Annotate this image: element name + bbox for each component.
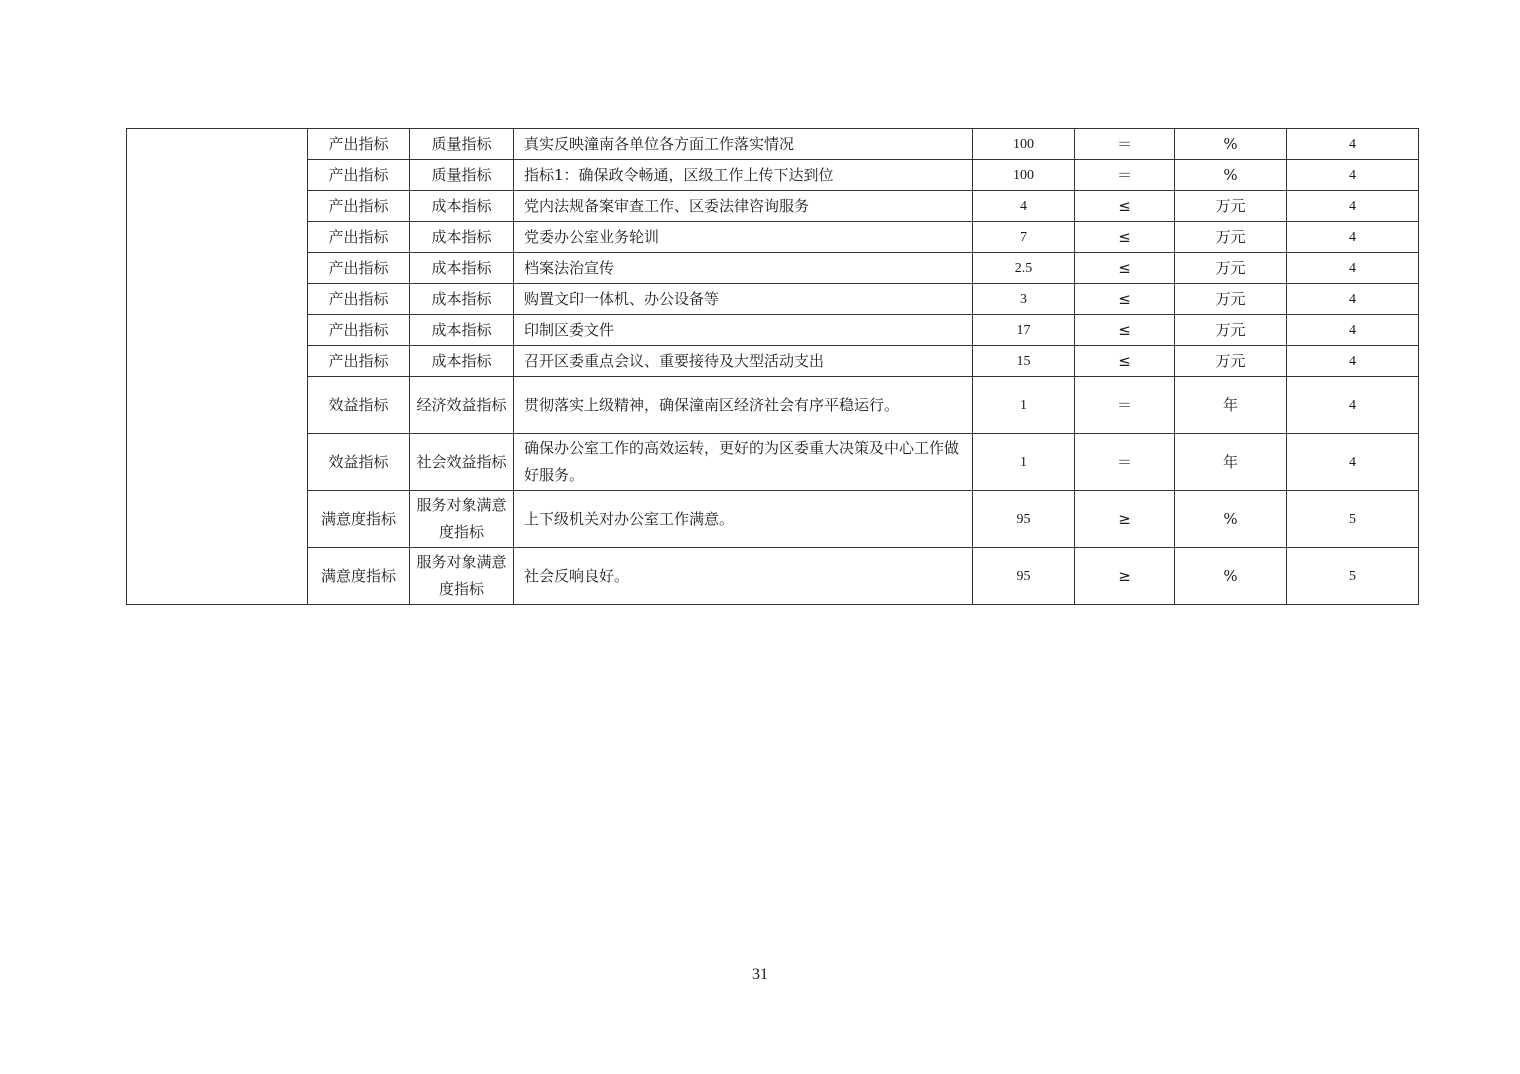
operator-cell: ＝ (1075, 129, 1175, 160)
level1-indicator-cell: 产出指标 (308, 191, 410, 222)
score-cell: 4 (1287, 346, 1419, 377)
unit-cell: % (1175, 548, 1287, 605)
table-row (127, 377, 1419, 434)
level2-indicator-cell: 经济效益指标 (410, 377, 514, 434)
operator-cell: ≥ (1075, 491, 1175, 548)
score-cell: 4 (1287, 160, 1419, 191)
operator-cell: ≤ (1075, 315, 1175, 346)
operator-cell: ≤ (1075, 222, 1175, 253)
indicator-description-cell: 党内法规备案审查工作、区委法律咨询服务 (514, 191, 973, 222)
table-row (127, 191, 1419, 222)
target-value-cell: 1 (973, 434, 1075, 491)
indicator-description-cell: 社会反响良好。 (514, 548, 973, 605)
table-row (127, 491, 1419, 548)
score-cell: 5 (1287, 548, 1419, 605)
unit-cell: 万元 (1175, 191, 1287, 222)
score-cell: 5 (1287, 491, 1419, 548)
score-cell: 4 (1287, 129, 1419, 160)
level2-indicator-cell: 服务对象满意度指标 (410, 491, 514, 548)
table-row (127, 253, 1419, 284)
unit-cell: 万元 (1175, 222, 1287, 253)
operator-cell: ＝ (1075, 434, 1175, 491)
operator-cell: ≤ (1075, 346, 1175, 377)
score-cell: 4 (1287, 434, 1419, 491)
operator-cell: ＝ (1075, 160, 1175, 191)
level1-indicator-cell: 产出指标 (308, 253, 410, 284)
score-cell: 4 (1287, 315, 1419, 346)
indicator-description-cell: 上下级机关对办公室工作满意。 (514, 491, 973, 548)
operator-cell: ≤ (1075, 284, 1175, 315)
performance-indicator-table (126, 128, 1419, 605)
operator-cell: ≥ (1075, 548, 1175, 605)
level1-indicator-cell: 满意度指标 (308, 548, 410, 605)
table-row (127, 129, 1419, 160)
indicator-description-cell: 贯彻落实上级精神，确保潼南区经济社会有序平稳运行。 (514, 377, 973, 434)
target-value-cell: 95 (973, 491, 1075, 548)
indicator-description-cell: 印制区委文件 (514, 315, 973, 346)
table-row (127, 346, 1419, 377)
table-row (127, 315, 1419, 346)
table-row (127, 284, 1419, 315)
unit-cell: 万元 (1175, 315, 1287, 346)
level2-indicator-cell: 成本指标 (410, 284, 514, 315)
target-value-cell: 1 (973, 377, 1075, 434)
indicator-description-cell: 真实反映潼南各单位各方面工作落实情况 (514, 129, 973, 160)
level2-indicator-cell: 社会效益指标 (410, 434, 514, 491)
indicator-table-container (126, 128, 1419, 605)
table-row (127, 160, 1419, 191)
score-cell: 4 (1287, 222, 1419, 253)
unit-cell: 万元 (1175, 284, 1287, 315)
target-value-cell: 15 (973, 346, 1075, 377)
page-number: 31 (752, 966, 768, 983)
unit-cell: 年 (1175, 377, 1287, 434)
target-value-cell: 7 (973, 222, 1075, 253)
unit-cell: % (1175, 160, 1287, 191)
level2-indicator-cell: 成本指标 (410, 315, 514, 346)
unit-cell: 万元 (1175, 346, 1287, 377)
indicator-description-cell: 档案法治宣传 (514, 253, 973, 284)
target-value-cell: 95 (973, 548, 1075, 605)
target-value-cell: 100 (973, 160, 1075, 191)
level1-indicator-cell: 满意度指标 (308, 491, 410, 548)
score-cell: 4 (1287, 377, 1419, 434)
level2-indicator-cell: 成本指标 (410, 191, 514, 222)
table-row (127, 548, 1419, 605)
level1-indicator-cell: 产出指标 (308, 346, 410, 377)
target-value-cell: 3 (973, 284, 1075, 315)
table-row (127, 222, 1419, 253)
level1-indicator-cell: 效益指标 (308, 434, 410, 491)
table-row (127, 434, 1419, 491)
indicator-description-cell: 购置文印一体机、办公设备等 (514, 284, 973, 315)
level2-indicator-cell: 成本指标 (410, 253, 514, 284)
unit-cell: 年 (1175, 434, 1287, 491)
indicator-description-cell: 确保办公室工作的高效运转，更好的为区委重大决策及中心工作做好服务。 (514, 434, 973, 491)
operator-cell: ≤ (1075, 253, 1175, 284)
indicator-description-cell: 指标1：确保政令畅通，区级工作上传下达到位 (514, 160, 973, 191)
level2-indicator-cell: 质量指标 (410, 160, 514, 191)
target-value-cell: 4 (973, 191, 1075, 222)
merged-left-cell (127, 129, 308, 605)
indicator-description-cell: 党委办公室业务轮训 (514, 222, 973, 253)
level1-indicator-cell: 产出指标 (308, 222, 410, 253)
score-cell: 4 (1287, 253, 1419, 284)
target-value-cell: 2.5 (973, 253, 1075, 284)
operator-cell: ≤ (1075, 191, 1175, 222)
score-cell: 4 (1287, 284, 1419, 315)
target-value-cell: 17 (973, 315, 1075, 346)
unit-cell: % (1175, 129, 1287, 160)
level2-indicator-cell: 质量指标 (410, 129, 514, 160)
level2-indicator-cell: 成本指标 (410, 222, 514, 253)
level1-indicator-cell: 产出指标 (308, 315, 410, 346)
level2-indicator-cell: 成本指标 (410, 346, 514, 377)
level1-indicator-cell: 产出指标 (308, 160, 410, 191)
level1-indicator-cell: 效益指标 (308, 377, 410, 434)
operator-cell: ＝ (1075, 377, 1175, 434)
level1-indicator-cell: 产出指标 (308, 129, 410, 160)
score-cell: 4 (1287, 191, 1419, 222)
unit-cell: 万元 (1175, 253, 1287, 284)
level2-indicator-cell: 服务对象满意度指标 (410, 548, 514, 605)
indicator-description-cell: 召开区委重点会议、重要接待及大型活动支出 (514, 346, 973, 377)
level1-indicator-cell: 产出指标 (308, 284, 410, 315)
target-value-cell: 100 (973, 129, 1075, 160)
unit-cell: % (1175, 491, 1287, 548)
